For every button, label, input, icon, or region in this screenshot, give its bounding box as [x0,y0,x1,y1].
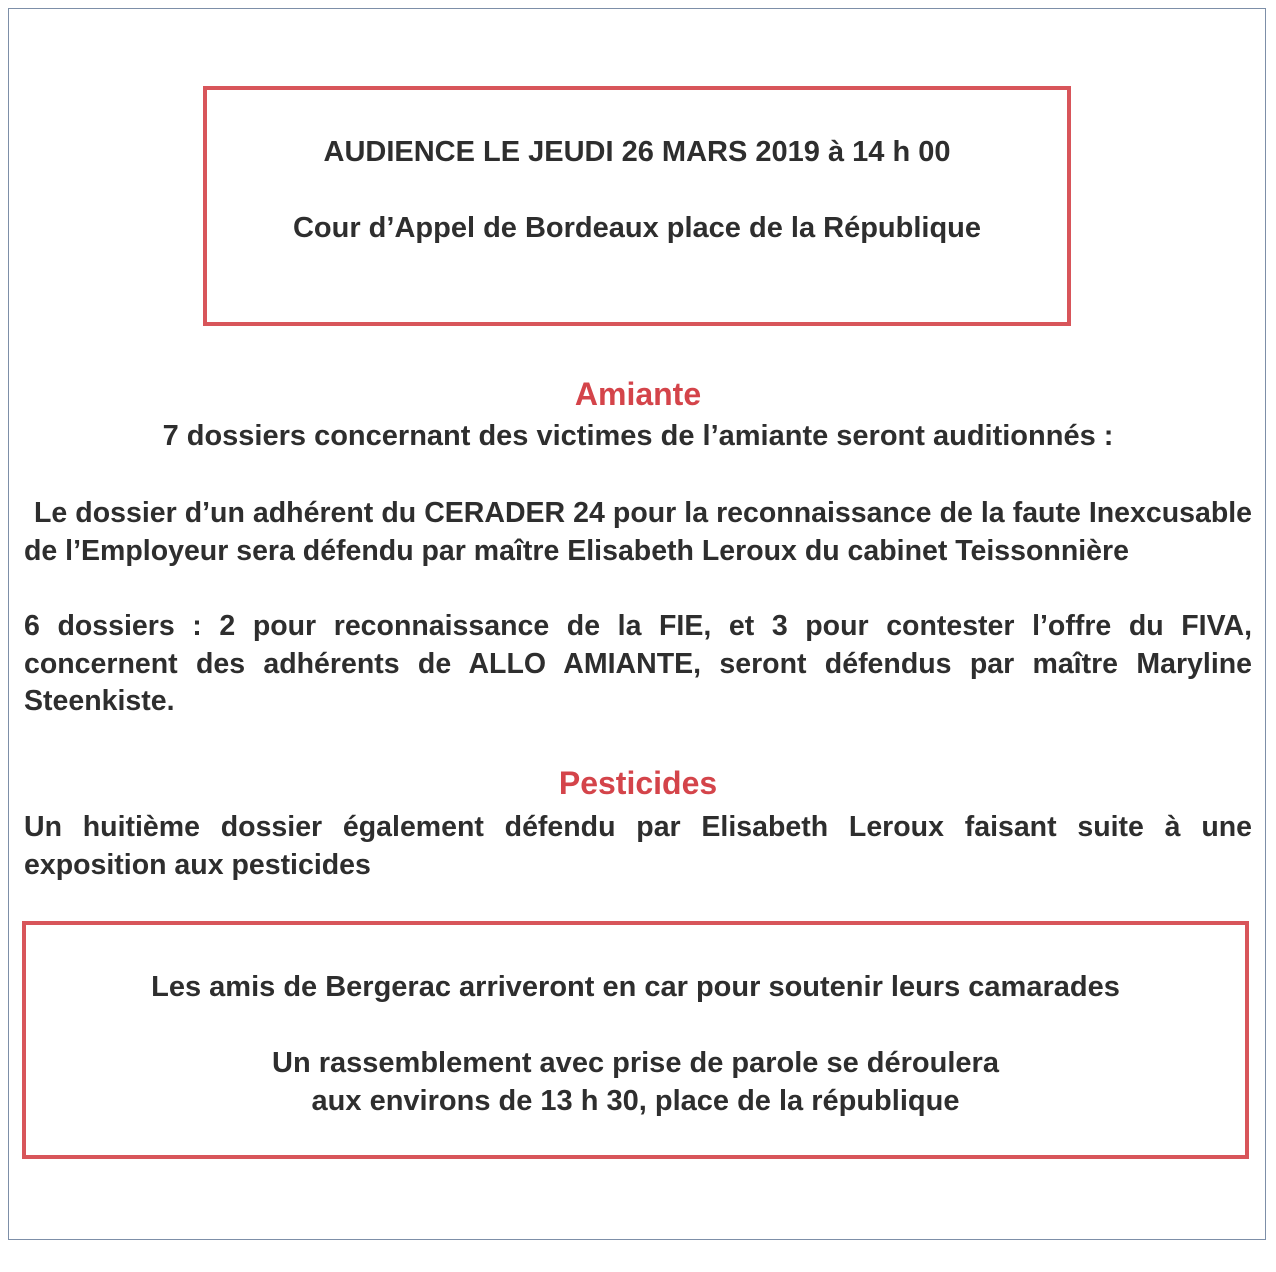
hearing-location: Cour d’Appel de Bordeaux place de la République [292,212,982,244]
amiante-heading: Amiante [574,376,702,412]
bergerac-friends-line: Les amis de Bergerac arriveront en car pour soutenir leurs camarades [151,971,1120,1003]
gathering-line-1: Un rassemblement avec prise de parole se déroulera [272,1047,999,1079]
amiante-paragraph-1: Le dossier d’un adhérent du CERADER 24 pour la reconnaissance de la faute Inexcusable de l’Employeur sera défendu par maître Elisabeth Leroux du cabinet Teissonnière [24,497,1252,567]
gathering-info-box [22,921,1249,1159]
pesticides-heading: Pesticides [558,765,718,801]
hearing-title: AUDIENCE LE JEUDI 26 MARS 2019 à 14 h 00 [323,136,951,168]
amiante-intro: 7 dossiers concernant des victimes de l’amiante seront auditionnés : [162,420,1114,452]
hearing-info-box [203,86,1071,326]
gathering-line-2: aux environs de 13 h 30, place de la république [311,1085,960,1117]
pesticides-paragraph: Un huitième dossier également défendu par Elisabeth Leroux faisant suite à une exposition aux pesticides [24,811,1252,881]
amiante-paragraph-2: 6 dossiers : 2 pour reconnaissance de la FIE, et 3 pour contester l’offre du FIVA, concernent des adhérents de ALLO AMIANTE, seront défendus par maître Maryline Steenkiste. [24,610,1252,717]
